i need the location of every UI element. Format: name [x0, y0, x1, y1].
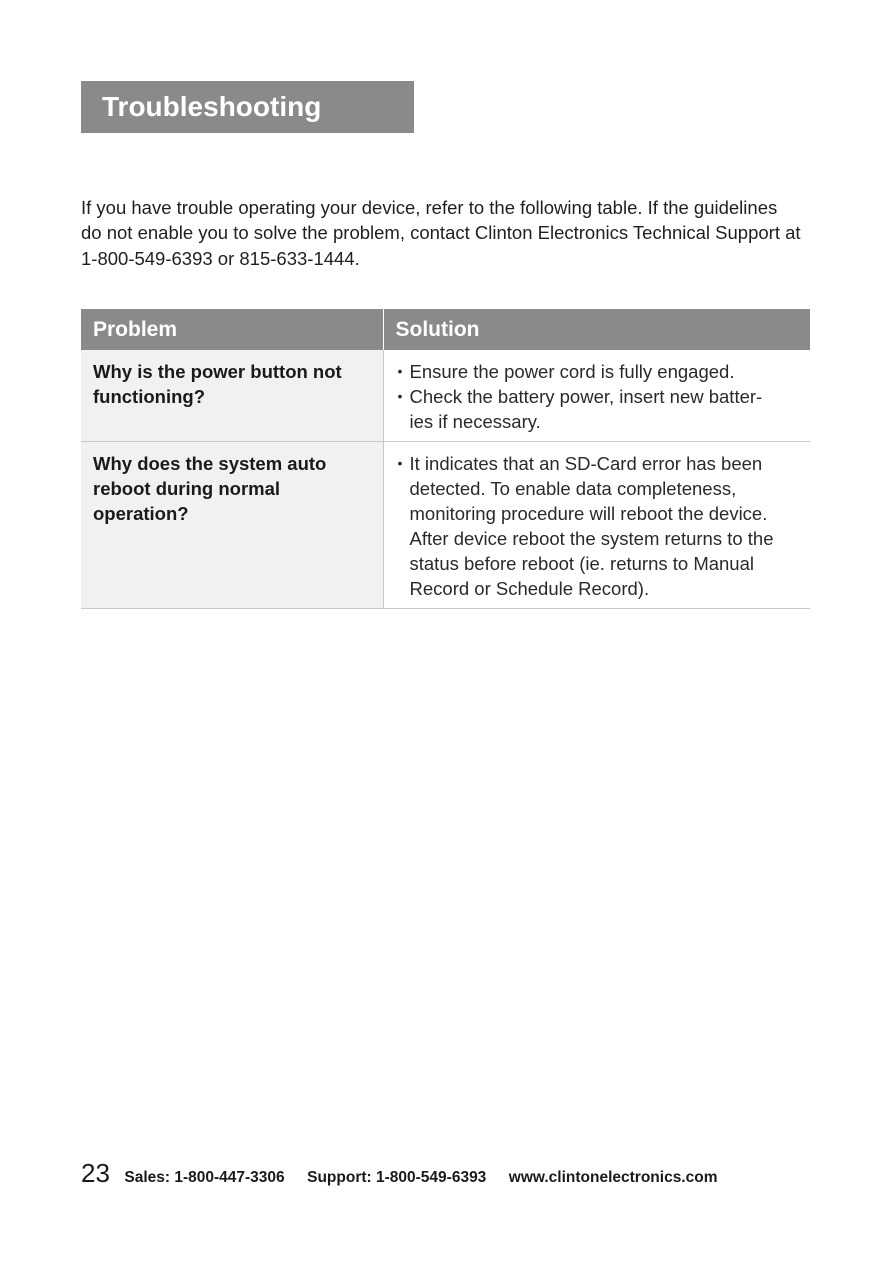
solution-item: • Ensure the power cord is fully engaged. — [398, 359, 799, 384]
page-number: 23 — [81, 1158, 110, 1188]
problem-cell: Why is the power button not functioning? — [81, 350, 383, 442]
section-heading: Troubleshooting — [81, 81, 414, 133]
table-row — [81, 442, 810, 609]
solution-list — [398, 359, 799, 434]
column-header-solution: Solution — [383, 309, 810, 350]
page-footer — [81, 1158, 736, 1189]
column-header-problem: Problem — [81, 309, 383, 350]
table-header-row — [81, 309, 810, 350]
problem-cell: Why does the system auto reboot during normal operation? — [81, 442, 383, 609]
troubleshooting-table — [81, 309, 810, 609]
table-row — [81, 350, 810, 442]
solution-cell — [383, 350, 810, 442]
intro-paragraph: If you have trouble operating your device, refer to the following table. If the guidelines do not enable you to solve the problem, contact Clinton Electronics Technical Support at 1-800-549-6393 or 815-633-1444. — [81, 196, 801, 269]
solution-list — [398, 451, 799, 601]
sales-phone: Sales: 1-800-447-3306 — [124, 1169, 285, 1186]
solution-item: • It indicates that an SD-Card error has been detected. To enable data completeness, monitoring procedure will reboot the device. After device reboot the system returns to the status before reboot (ie. returns to Manual Record or Schedule Record). — [398, 451, 799, 601]
solution-cell — [383, 442, 810, 609]
support-phone: Support: 1-800-549-6393 — [307, 1169, 487, 1186]
website-link[interactable]: www.clintonelectronics.com — [508, 1169, 718, 1186]
solution-item: • Check the battery power, insert new batter- ies if necessary. — [398, 384, 799, 434]
